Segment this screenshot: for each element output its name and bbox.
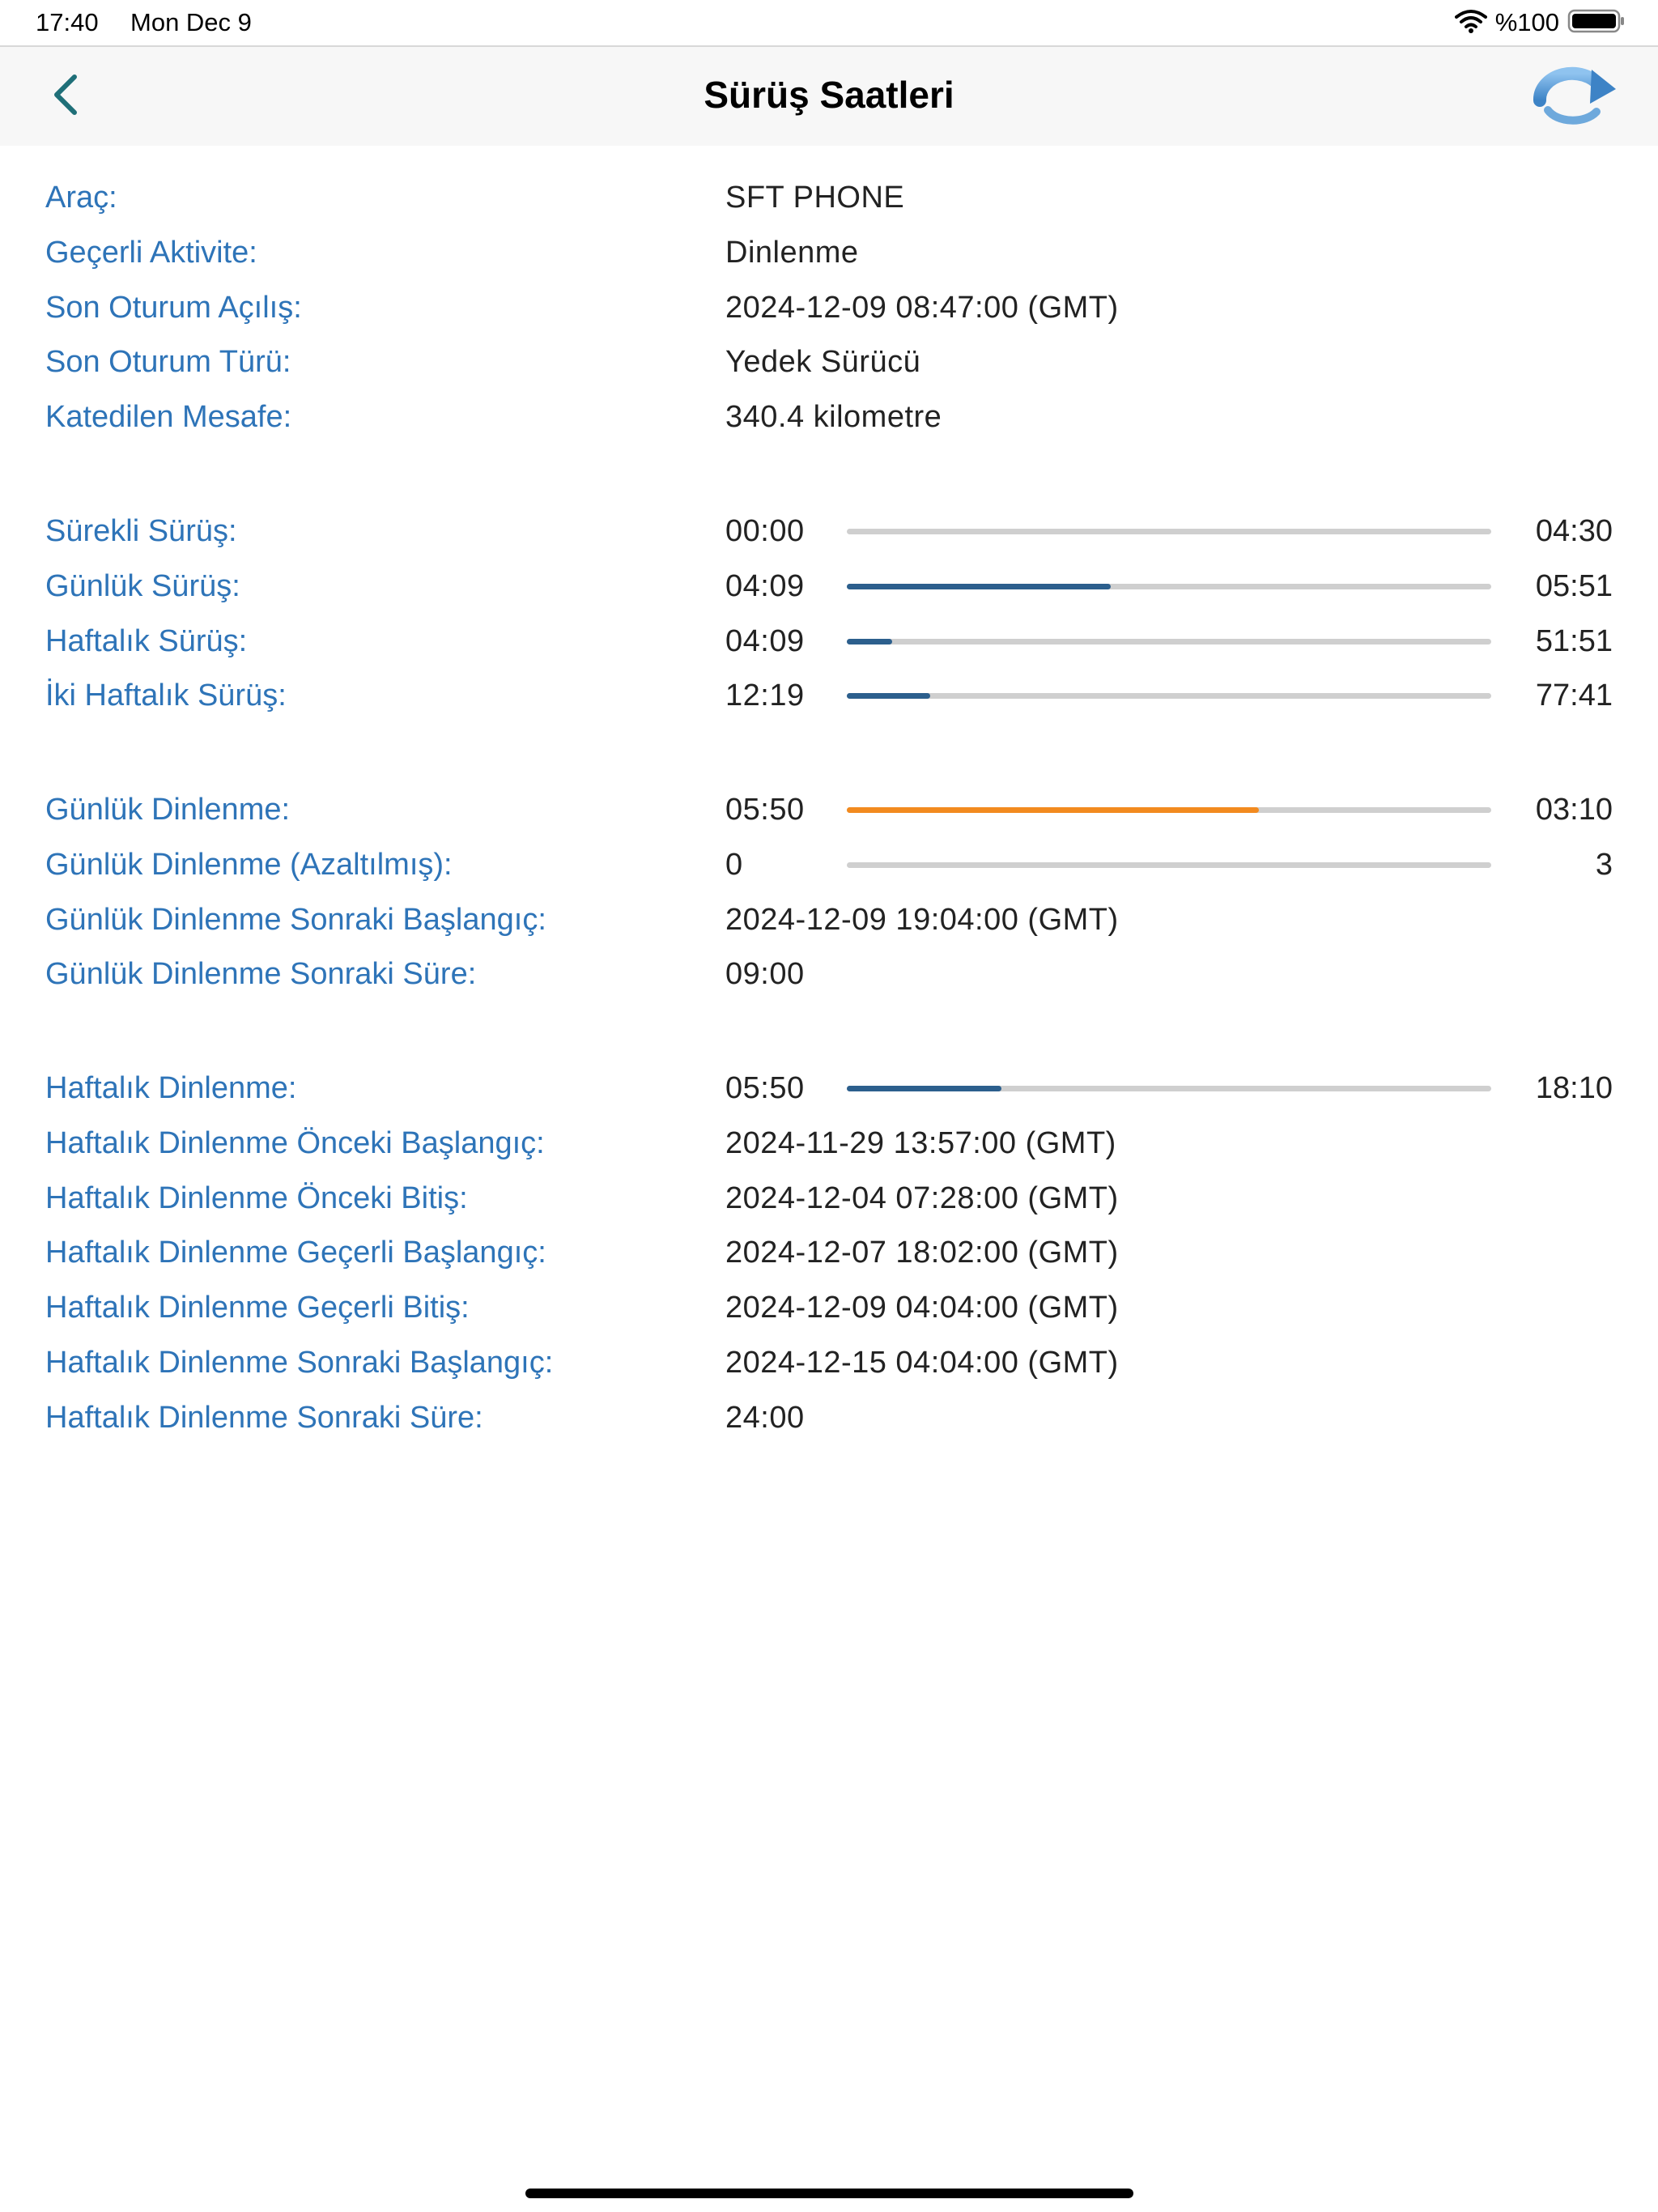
detail-label: Haftalık Dinlenme Önceki Başlangıç: [45, 1125, 545, 1160]
progress-fill [847, 693, 930, 699]
progress-limit: 05:51 [1535, 568, 1613, 603]
progress-limit: 51:51 [1535, 623, 1613, 658]
detail-value: 340.4 kilometre [725, 400, 942, 435]
detail-value: 2024-11-29 13:57:00 (GMT) [725, 1125, 1116, 1160]
detail-row [0, 1064, 1658, 1112]
detail-label: Günlük Dinlenme (Azaltılmış): [45, 847, 453, 882]
progress-bar [847, 1086, 1491, 1091]
detail-row [0, 228, 1658, 277]
battery-icon [1567, 7, 1626, 39]
progress-bar [847, 693, 1491, 699]
detail-row [0, 840, 1658, 889]
detail-label: Haftalık Dinlenme: [45, 1071, 297, 1105]
detail-value: 2024-12-09 04:04:00 (GMT) [725, 1291, 1119, 1325]
detail-value: 2024-12-04 07:28:00 (GMT) [725, 1180, 1119, 1215]
detail-row [0, 562, 1658, 610]
detail-row [0, 1393, 1658, 1442]
detail-row [0, 173, 1658, 222]
detail-value: Yedek Sürücü [725, 345, 921, 380]
progress-limit: 03:10 [1535, 793, 1613, 827]
progress-limit: 77:41 [1535, 678, 1613, 713]
detail-value: 04:09 [725, 623, 805, 658]
detail-row [0, 785, 1658, 834]
detail-label: Haftalık Dinlenme Geçerli Bitiş: [45, 1291, 470, 1325]
progress-bar [847, 639, 1491, 644]
wifi-icon [1455, 9, 1487, 37]
detail-row [0, 1119, 1658, 1168]
detail-label: Sürekli Sürüş: [45, 514, 237, 548]
detail-row [0, 1228, 1658, 1277]
page-title: Sürüş Saatleri [704, 74, 954, 116]
detail-label: Günlük Dinlenme Sonraki Süre: [45, 957, 477, 992]
progress-fill [847, 584, 1111, 589]
detail-row [0, 338, 1658, 386]
status-bar [0, 0, 1658, 45]
detail-row [0, 1174, 1658, 1223]
detail-label: Haftalık Dinlenme Geçerli Başlangıç: [45, 1236, 546, 1270]
progress-limit: 04:30 [1535, 514, 1613, 548]
detail-row [0, 950, 1658, 998]
detail-value: 24:00 [725, 1400, 805, 1435]
progress-bar [847, 862, 1491, 868]
detail-value: 05:50 [725, 793, 805, 827]
status-date: Mon Dec 9 [130, 8, 252, 36]
progress-bar [847, 807, 1491, 813]
detail-value: 00:00 [725, 514, 805, 548]
detail-row [0, 895, 1658, 944]
progress-fill [847, 1086, 1001, 1091]
detail-label: Son Oturum Türü: [45, 345, 291, 380]
battery-percent: %100 [1494, 8, 1559, 36]
detail-value: Dinlenme [725, 235, 859, 270]
detail-label: Geçerli Aktivite: [45, 235, 257, 270]
home-indicator[interactable] [525, 2189, 1133, 2198]
detail-label: Haftalık Dinlenme Sonraki Süre: [45, 1400, 483, 1435]
detail-value: 12:19 [725, 678, 805, 713]
status-time: 17:40 [36, 8, 99, 36]
detail-label: Haftalık Sürüş: [45, 623, 248, 658]
detail-label: Katedilen Mesafe: [45, 400, 292, 435]
detail-label: İki Haftalık Sürüş: [45, 678, 287, 713]
detail-row [0, 1338, 1658, 1387]
detail-label: Haftalık Dinlenme Önceki Bitiş: [45, 1180, 468, 1215]
detail-label: Haftalık Dinlenme Sonraki Başlangıç: [45, 1346, 554, 1380]
detail-row [0, 1283, 1658, 1332]
detail-value: 2024-12-07 18:02:00 (GMT) [725, 1236, 1119, 1270]
detail-row [0, 671, 1658, 720]
detail-row [0, 393, 1658, 441]
progress-bar [847, 584, 1491, 589]
detail-value: 0 [725, 847, 743, 882]
detail-value: 05:50 [725, 1071, 805, 1105]
detail-label: Son Oturum Açılış: [45, 290, 302, 325]
refresh-button[interactable] [1528, 62, 1619, 131]
status-right [1455, 6, 1626, 39]
detail-value: SFT PHONE [725, 181, 905, 215]
detail-label: Günlük Sürüş: [45, 568, 240, 603]
progress-fill [847, 639, 892, 644]
detail-value: 2024-12-09 19:04:00 (GMT) [725, 902, 1119, 937]
progress-bar [847, 529, 1491, 534]
detail-value: 2024-12-09 08:47:00 (GMT) [725, 290, 1119, 325]
detail-row [0, 283, 1658, 332]
progress-limit: 3 [1595, 847, 1613, 882]
detail-label: Günlük Dinlenme: [45, 793, 291, 827]
detail-label: Günlük Dinlenme Sonraki Başlangıç: [45, 902, 546, 937]
detail-row [0, 507, 1658, 555]
progress-fill [847, 807, 1259, 813]
navigation-bar [0, 45, 1658, 146]
detail-value: 09:00 [725, 957, 805, 992]
detail-value: 04:09 [725, 568, 805, 603]
progress-limit: 18:10 [1535, 1071, 1613, 1105]
refresh-icon [1528, 121, 1619, 134]
detail-row [0, 617, 1658, 666]
detail-label: Araç: [45, 181, 117, 215]
detail-value: 2024-12-15 04:04:00 (GMT) [725, 1346, 1119, 1380]
